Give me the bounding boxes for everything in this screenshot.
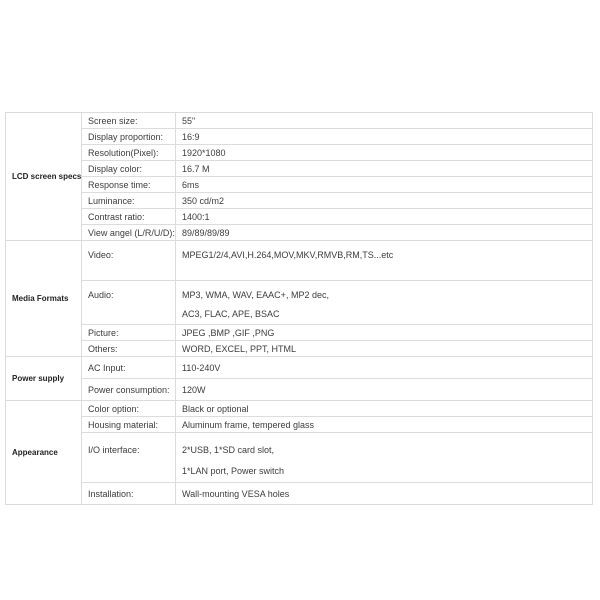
spec-row [6,325,593,341]
category-cell: Media Formats [6,241,82,357]
spec-value-line: AC3, FLAC, APE, BSAC [182,309,280,319]
spec-row [6,113,593,129]
spec-row [6,357,593,379]
spec-value-line: 2*USB, 1*SD card slot, [182,445,275,455]
spec-value: 110-240V [176,357,593,379]
spec-row [6,145,593,161]
spec-value: Black or optional [176,401,593,417]
spec-row [6,341,593,357]
spec-row [6,241,593,281]
spec-row [6,281,593,325]
category-cell: Power supply [6,357,82,401]
spec-label: Others: [82,341,176,357]
spec-value [176,433,593,483]
spec-label: Display proportion: [82,129,176,145]
spec-row [6,193,593,209]
spec-row [6,483,593,505]
spec-label: Power consumption: [82,379,176,401]
spec-value-line: 1*LAN port, Power switch [182,466,285,476]
spec-row [6,401,593,417]
spec-row [6,379,593,401]
spec-label: Picture: [82,325,176,341]
spec-value: 1400:1 [176,209,593,225]
spec-value: 120W [176,379,593,401]
spec-row [6,177,593,193]
spec-value: 55" [176,113,593,129]
spec-value: 89/89/89/89 [176,225,593,241]
spec-label: Housing material: [82,417,176,433]
spec-row [6,161,593,177]
spec-value: MPEG1/2/4,AVI,H.264,MOV,MKV,RMVB,RM,TS...etc [176,241,593,281]
spec-value: 16:9 [176,129,593,145]
spec-value: WORD, EXCEL, PPT, HTML [176,341,593,357]
spec-row [6,433,593,483]
spec-row [6,129,593,145]
spec-label: Color option: [82,401,176,417]
spec-row [6,209,593,225]
spec-value: 350 cd/m2 [176,193,593,209]
spec-label: Screen size: [82,113,176,129]
spec-value: JPEG ,BMP ,GIF ,PNG [176,325,593,341]
spec-value [176,281,593,325]
spec-label: Resolution(Pixel): [82,145,176,161]
spec-label: I/O interface: [82,433,176,483]
spec-value: 16.7 M [176,161,593,177]
spec-row [6,225,593,241]
spec-label: Video: [82,241,176,281]
spec-label: Audio: [82,281,176,325]
spec-label: Luminance: [82,193,176,209]
category-cell: Appearance [6,401,82,505]
spec-value: 1920*1080 [176,145,593,161]
spec-value: Aluminum frame, tempered glass [176,417,593,433]
spec-value: 6ms [176,177,593,193]
category-cell: LCD screen specs [6,113,82,241]
spec-label: Display color: [82,161,176,177]
spec-value: Wall-mounting VESA holes [176,483,593,505]
spec-row [6,417,593,433]
spec-table-body [6,113,593,505]
spec-table [5,112,593,505]
spec-label: Contrast ratio: [82,209,176,225]
spec-label: Response time: [82,177,176,193]
spec-value-line: MP3, WMA, WAV, EAAC+, MP2 dec, [182,290,329,300]
spec-label: Installation: [82,483,176,505]
spec-label: View angel (L/R/U/D): [82,225,176,241]
spec-label: AC Input: [82,357,176,379]
